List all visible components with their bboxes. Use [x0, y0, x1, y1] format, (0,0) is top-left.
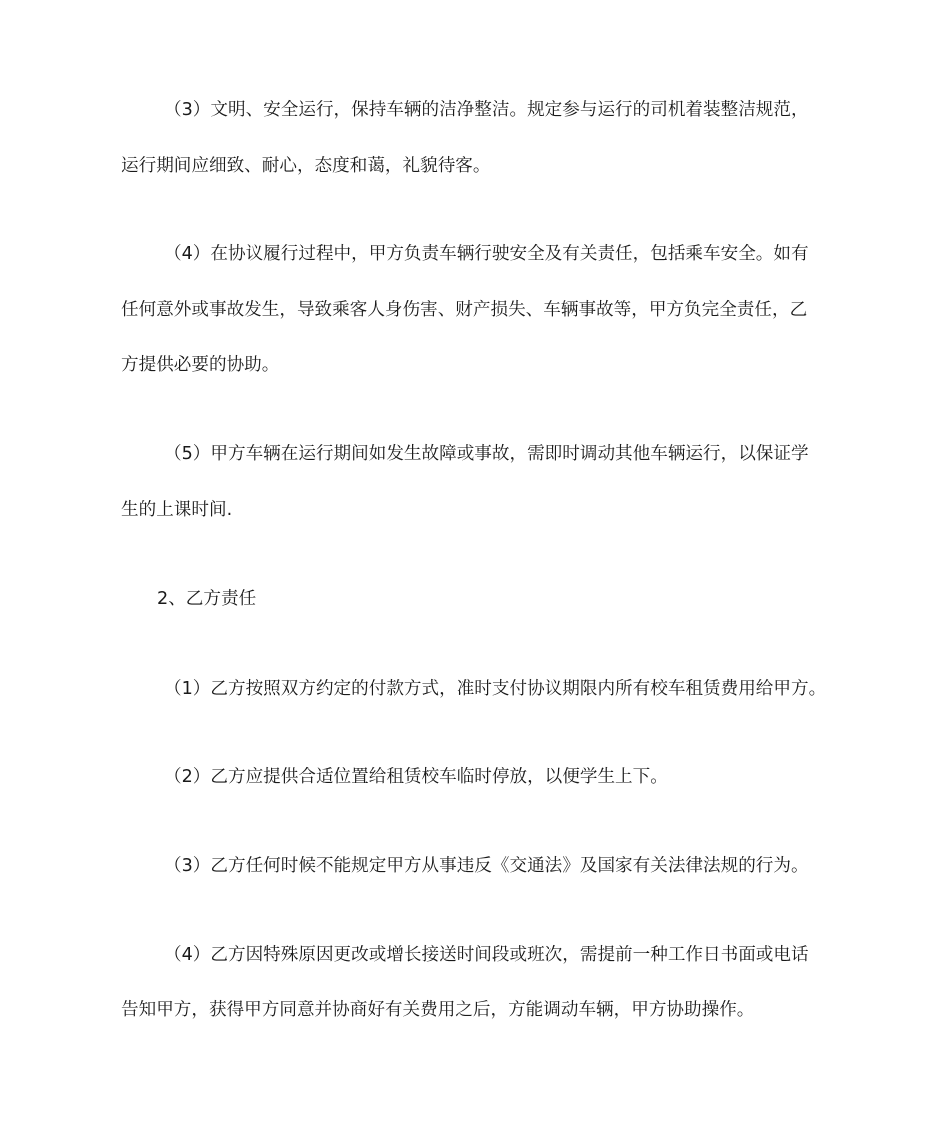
clause-a5-line1: （5）甲方车辆在运行期间如发生故障或事故，需即时调动其他车辆运行，以保证学 [164, 444, 809, 464]
clause-b2: （2）乙方应提供合适位置给租赁校车临时停放，以便学生上下。 [164, 767, 668, 787]
clause-a5-line2: 生的上课时间. [121, 500, 233, 520]
clause-b4-line1: （4）乙方因特殊原因更改或增长接送时间段或班次，需提前一种工作日书面或电话 [164, 945, 809, 965]
clause-a4-line2: 任何意外或事故发生，导致乘客人身伤害、财产损失、车辆事故等，甲方负完全责任，乙 [121, 300, 808, 320]
clause-b4-line2: 告知甲方，获得甲方同意并协商好有关费用之后，方能调动车辆，甲方协助操作。 [121, 1000, 755, 1020]
clause-b1: （1）乙方按照双方约定的付款方式，准时支付协议期限内所有校车租赁费用给甲方。 [164, 679, 827, 699]
clause-b3: （3）乙方任何时候不能规定甲方从事违反《交通法》及国家有关法律法规的行为。 [164, 856, 809, 876]
clause-a3-line1: （3）文明、安全运行，保持车辆的洁净整洁。规定参与运行的司机着装整洁规范， [164, 100, 809, 120]
section-heading-party-b: 2、乙方责任 [157, 589, 257, 609]
clause-a3-line2: 运行期间应细致、耐心，态度和蔼，礼貌待客。 [121, 156, 491, 176]
clause-a4-line1: （4）在协议履行过程中，甲方负责车辆行驶安全及有关责任，包括乘车安全。如有 [164, 244, 809, 264]
clause-a4-line3: 方提供必要的协助。 [121, 355, 280, 375]
